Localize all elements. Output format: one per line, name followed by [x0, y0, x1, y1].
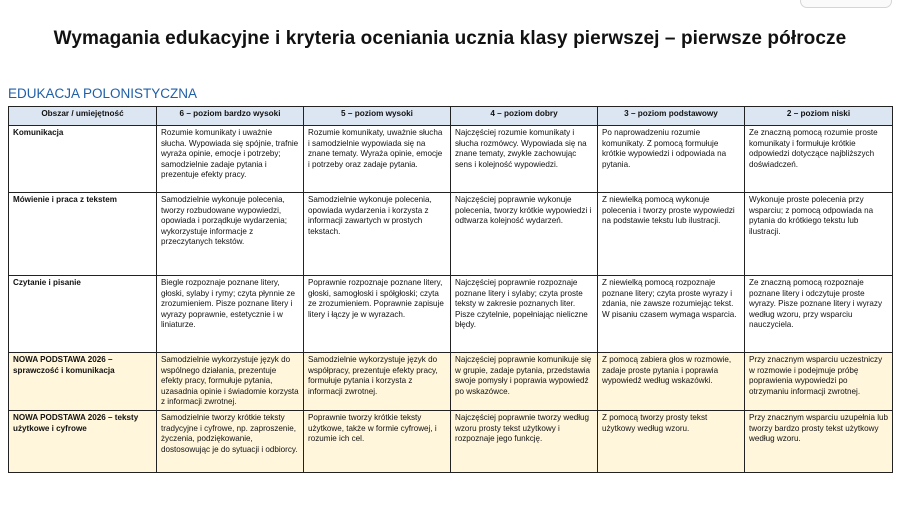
criteria-cell: Najczęściej rozumie komunikaty i słucha rozmówcy. Wypowiada się na znane tematy, zwykle zachowując sens i kolejność wypowiedzi.	[451, 126, 598, 193]
window-corner-tab	[800, 0, 892, 8]
criteria-cell: Z pomocą tworzy prosty tekst użytkowy według wzoru.	[598, 410, 745, 472]
criteria-cell: Rozumie komunikaty, uważnie słucha i samodzielnie wypowiada się na znane tematy. Wyraża opinie, emocje i potrzeby oraz zadaje pytania.	[304, 126, 451, 193]
criteria-cell: Najczęściej poprawnie komunikuje się w grupie, zadaje pytania, przedstawia swoje pomysły i poprawia wypowiedź po wskazówce.	[451, 353, 598, 411]
header-level-2: 2 – poziom niski	[745, 107, 893, 126]
criteria-cell: Poprawnie rozpoznaje poznane litery, głoski, samogłoski i spółgłoski; czyta ze zrozumieniem. Poprawnie zapisuje litery i łączy je w wyrazach.	[304, 276, 451, 353]
header-level-6: 6 – poziom bardzo wysoki	[157, 107, 304, 126]
criteria-cell: Samodzielnie tworzy krótkie teksty tradycyjne i cyfrowe, np. zaproszenie, życzenia, podziękowanie, dostosowując je do sytuacji i odbiorcy.	[157, 410, 304, 472]
section-title: EDUKACJA POLONISTYCZNA	[8, 86, 198, 101]
criteria-cell: Przy znacznym wsparciu uczestniczy w rozmowie i podejmuje próbę poprawienia wypowiedzi po otrzymaniu informacji zwrotnej.	[745, 353, 893, 411]
criteria-cell: Z pomocą zabiera głos w rozmowie, zadaje proste pytania i poprawia wypowiedź według wskazówki.	[598, 353, 745, 411]
criteria-cell: Ze znaczną pomocą rozpoznaje poznane litery i odczytuje proste wyrazy. Pisze poznane litery i wyrazy według wzoru, przy wsparciu nauczyciela.	[745, 276, 893, 353]
table-row	[9, 193, 893, 276]
criteria-cell: Biegle rozpoznaje poznane litery, głoski, sylaby i rymy; czyta płynnie ze zrozumieniem. Pisze poznane litery i wyrazy poprawnie, estetycznie i w liniaturze.	[157, 276, 304, 353]
table-row	[9, 126, 893, 193]
table-header-row	[9, 107, 893, 126]
row-area-label: NOWA PODSTAWA 2026 – teksty użytkowe i cyfrowe	[9, 410, 157, 472]
row-area-label: Mówienie i praca z tekstem	[9, 193, 157, 276]
header-level-4: 4 – poziom dobry	[451, 107, 598, 126]
row-area-label: NOWA PODSTAWA 2026 – sprawczość i komunikacja	[9, 353, 157, 411]
criteria-cell: Ze znaczną pomocą rozumie proste komunikaty i formułuje krótkie odpowiedzi dotyczące najbliższych doświadczeń.	[745, 126, 893, 193]
criteria-cell: Rozumie komunikaty i uważnie słucha. Wypowiada się spójnie, trafnie wyraża opinie, emocje i potrzeby; samodzielnie zadaje pytania i prezentuje efekty pracy.	[157, 126, 304, 193]
criteria-cell: Samodzielnie wykonuje polecenia, tworzy rozbudowane wypowiedzi, opowiada i porządkuje wydarzenia; wykorzystuje informacje z przeczytanych tekstów.	[157, 193, 304, 276]
criteria-table	[8, 106, 893, 473]
table-row-new-curriculum	[9, 410, 893, 472]
document-title: Wymagania edukacyjne i kryteria oceniania ucznia klasy pierwszej – pierwsze półrocze	[53, 28, 847, 49]
header-level-3: 3 – poziom podstawowy	[598, 107, 745, 126]
table-row	[9, 276, 893, 353]
criteria-cell: Wykonuje proste polecenia przy wsparciu; z pomocą odpowiada na pytania do krótkiego tekstu lub ilustracji.	[745, 193, 893, 276]
header-level-5: 5 – poziom wysoki	[304, 107, 451, 126]
criteria-cell: Samodzielnie wykorzystuje język do wspólnego działania, prezentuje efekty pracy, formułuje pytania, uzasadnia opinie i świadomie korzysta z informacji zwrotnej.	[157, 353, 304, 411]
header-area: Obszar / umiejętność	[9, 107, 157, 126]
criteria-cell: Z niewielką pomocą rozpoznaje poznane litery; czyta proste wyrazy i zdania, nie zawsze rozumiejąc tekst. W pisaniu czasem wymaga wsparcia.	[598, 276, 745, 353]
criteria-cell: Najczęściej poprawnie wykonuje polecenia, tworzy krótkie wypowiedzi i odtwarza kolejność wydarzeń.	[451, 193, 598, 276]
criteria-cell: Przy znacznym wsparciu uzupełnia lub tworzy bardzo prosty tekst użytkowy według wzoru.	[745, 410, 893, 472]
criteria-cell: Po naprowadzeniu rozumie komunikaty. Z pomocą formułuje krótkie wypowiedzi i odpowiada na pytania.	[598, 126, 745, 193]
criteria-cell: Poprawnie tworzy krótkie teksty użytkowe, także w formie cyfrowej, i rozumie ich cel.	[304, 410, 451, 472]
criteria-cell: Samodzielnie wykonuje polecenia, opowiada wydarzenia i korzysta z informacji zawartych w prostych tekstach.	[304, 193, 451, 276]
row-area-label: Czytanie i pisanie	[9, 276, 157, 353]
table-row-new-curriculum	[9, 353, 893, 411]
criteria-cell: Najczęściej poprawnie rozpoznaje poznane litery i sylaby; czyta proste teksty w zakresie poznanych liter. Pisze czytelnie, popełniając nieliczne błędy.	[451, 276, 598, 353]
criteria-cell: Najczęściej poprawnie tworzy według wzoru prosty tekst użytkowy i rozpoznaje jego funkcję.	[451, 410, 598, 472]
criteria-cell: Z niewielką pomocą wykonuje polecenia i tworzy proste wypowiedzi na podstawie tekstu lub ilustracji.	[598, 193, 745, 276]
criteria-cell: Samodzielnie wykorzystuje język do współpracy, prezentuje efekty pracy, formułuje pytania i korzysta z informacji zwrotnej.	[304, 353, 451, 411]
row-area-label: Komunikacja	[9, 126, 157, 193]
